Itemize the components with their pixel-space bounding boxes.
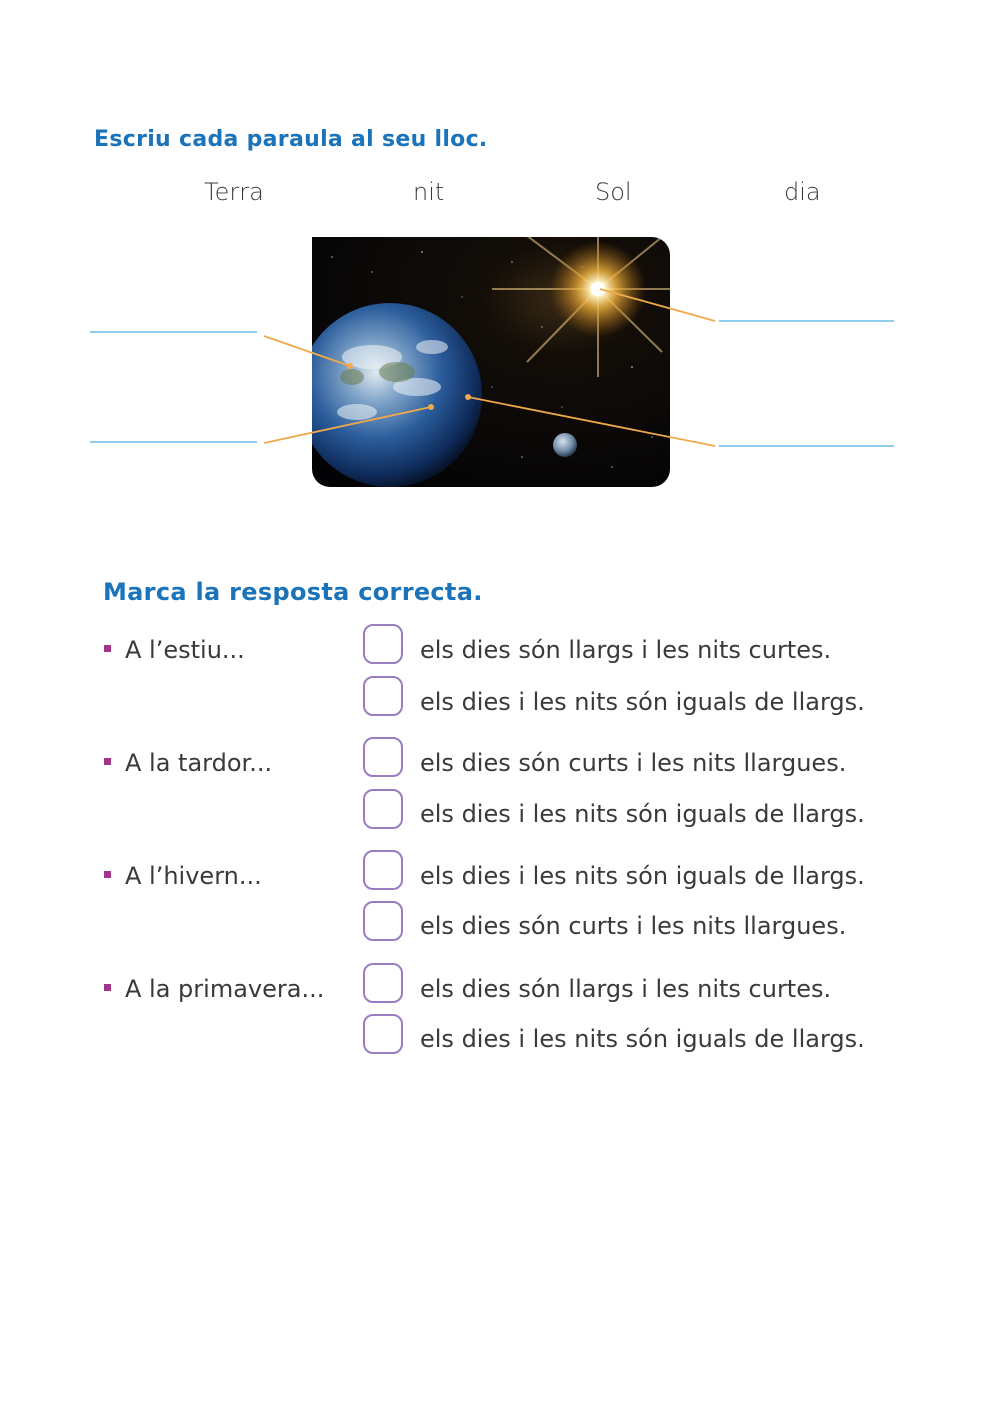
checkbox-winter-2[interactable] [363,901,403,941]
section-title-words: Escriu cada paraula al seu lloc. [94,127,488,152]
checkbox-winter-1[interactable] [363,850,403,890]
option-winter-2: els dies són curts i les nits llargues. [420,912,847,940]
option-summer-1: els dies són llargs i les nits curtes. [420,636,832,664]
option-winter-1: els dies i les nits són iguals de llargs. [420,862,865,890]
question-winter [104,862,262,890]
option-spring-1: els dies són llargs i les nits curtes. [420,975,832,1003]
word-sol[interactable]: Sol [595,178,632,206]
answer-line-left-2[interactable] [90,441,257,443]
answer-line-right-1[interactable] [719,320,894,322]
question-label: A la primavera... [125,975,325,1003]
bullet-icon [104,758,111,765]
option-spring-2: els dies i les nits són iguals de llargs. [420,1025,865,1053]
earth-sun-space-image [312,237,670,487]
word-terra[interactable]: Terra [204,178,264,206]
bullet-icon [104,645,111,652]
option-summer-2: els dies i les nits són iguals de llargs. [420,688,865,716]
checkbox-summer-1[interactable] [363,624,403,664]
checkbox-autumn-2[interactable] [363,789,403,829]
answer-line-left-1[interactable] [90,331,257,333]
answer-line-right-2[interactable] [719,445,894,447]
checkbox-spring-1[interactable] [363,963,403,1003]
checkbox-autumn-1[interactable] [363,737,403,777]
checkbox-summer-2[interactable] [363,676,403,716]
space-illustration [312,237,670,487]
bullet-icon [104,871,111,878]
option-autumn-1: els dies són curts i les nits llargues. [420,749,847,777]
word-dia[interactable]: dia [784,178,821,206]
question-summer [104,636,245,664]
section-title-quiz: Marca la resposta correcta. [103,578,483,606]
bullet-icon [104,984,111,991]
checkbox-spring-2[interactable] [363,1014,403,1054]
word-nit[interactable]: nit [413,178,445,206]
question-label: A la tardor... [125,749,273,777]
question-label: A l’hivern... [125,862,262,890]
question-label: A l’estiu... [125,636,245,664]
question-autumn [104,749,272,777]
option-autumn-2: els dies i les nits són iguals de llargs. [420,800,865,828]
question-spring [104,975,324,1003]
